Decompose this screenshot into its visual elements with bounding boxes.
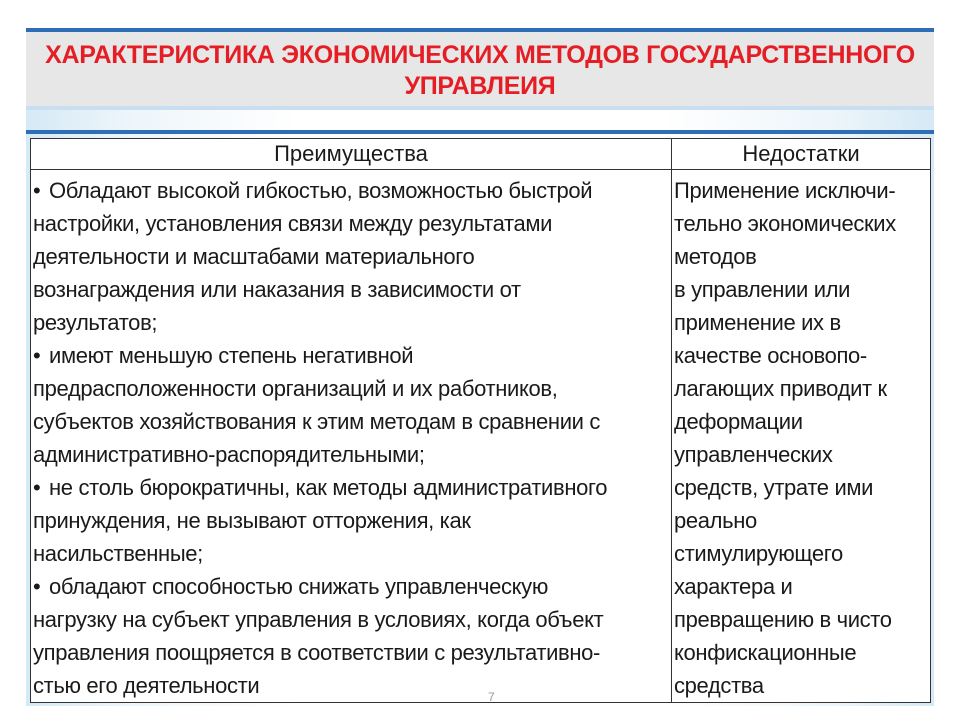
comparison-table-container [26, 130, 934, 696]
advantage-line: управления поощряется в соответствии с результативно- [33, 640, 601, 665]
advantage-line: • Обладают высокой гибкостью, возможностью быстрой [33, 174, 669, 207]
disadvantage-line: методов [674, 244, 757, 269]
bullet-icon: • [33, 343, 41, 368]
disadvantage-line: качестве основопо- [674, 343, 867, 368]
slide-title [26, 40, 934, 102]
advantage-line: настройки, установления связи между результатами [33, 211, 553, 236]
advantage-line: предрасположенности организаций и их работников, [33, 376, 558, 401]
advantage-line: стью его деятельности [33, 673, 260, 698]
advantage-line: нагрузку на субъект управления в условиях, когда объект [33, 607, 604, 632]
advantage-line: субъектов хозяйствования к этим методам в сравнении с [33, 409, 600, 434]
header-disadvantages: Недостатки [672, 139, 931, 170]
advantages-cell [31, 170, 672, 703]
advantage-line: • имеют меньшую степень негативной [33, 339, 669, 372]
bullet-icon: • [33, 178, 41, 203]
disadvantage-line: характера и [674, 574, 793, 599]
bullet-icon: • [33, 574, 41, 599]
disadvantage-line: Применение исключи- [674, 178, 896, 203]
page-number: 7 [488, 690, 495, 704]
advantage-line: • обладают способностью снижать управленческую [33, 570, 669, 603]
table-header-row [31, 139, 931, 170]
title-line-2: УПРАВЛЕИЯ [404, 72, 556, 100]
advantage-line: административно-распорядительными; [33, 442, 425, 467]
disadvantage-line: в управлении или [674, 277, 851, 302]
advantage-line: принуждения, не вызывают отторжения, как [33, 508, 471, 533]
disadvantage-line: превращению в чисто [674, 607, 892, 632]
comparison-table [30, 138, 931, 703]
disadvantage-line: управленческих [674, 442, 833, 467]
title-line-1: ХАРАКТЕРИСТИКА ЭКОНОМИЧЕСКИХ МЕТОДОВ ГОСУДАРСТВЕННОГО [45, 41, 915, 69]
bullet-icon: • [33, 475, 41, 500]
title-bar [26, 28, 934, 106]
advantage-line: результатов; [33, 310, 158, 335]
disadvantage-line: тельно экономических [674, 211, 896, 236]
disadvantage-line: деформации [674, 409, 803, 434]
disadvantage-line: лагающих приводит к [674, 376, 887, 401]
disadvantage-line: конфискационные [674, 640, 857, 665]
disadvantages-cell [672, 170, 931, 703]
disadvantage-line: стимулирующего [674, 541, 843, 566]
disadvantage-line: применение их в [674, 310, 841, 335]
disadvantage-line: реально [674, 508, 757, 533]
disadvantage-line: средств, утрате ими [674, 475, 874, 500]
advantage-line: деятельности и масштабами материального [33, 244, 475, 269]
table-row [31, 170, 931, 703]
advantage-line: • не столь бюрократичны, как методы административного [33, 471, 669, 504]
advantage-line: вознаграждения или наказания в зависимости от [33, 277, 521, 302]
advantage-line: насильственные; [33, 541, 203, 566]
header-advantages: Преимущества [31, 139, 672, 170]
disadvantage-line: средства [674, 673, 764, 698]
